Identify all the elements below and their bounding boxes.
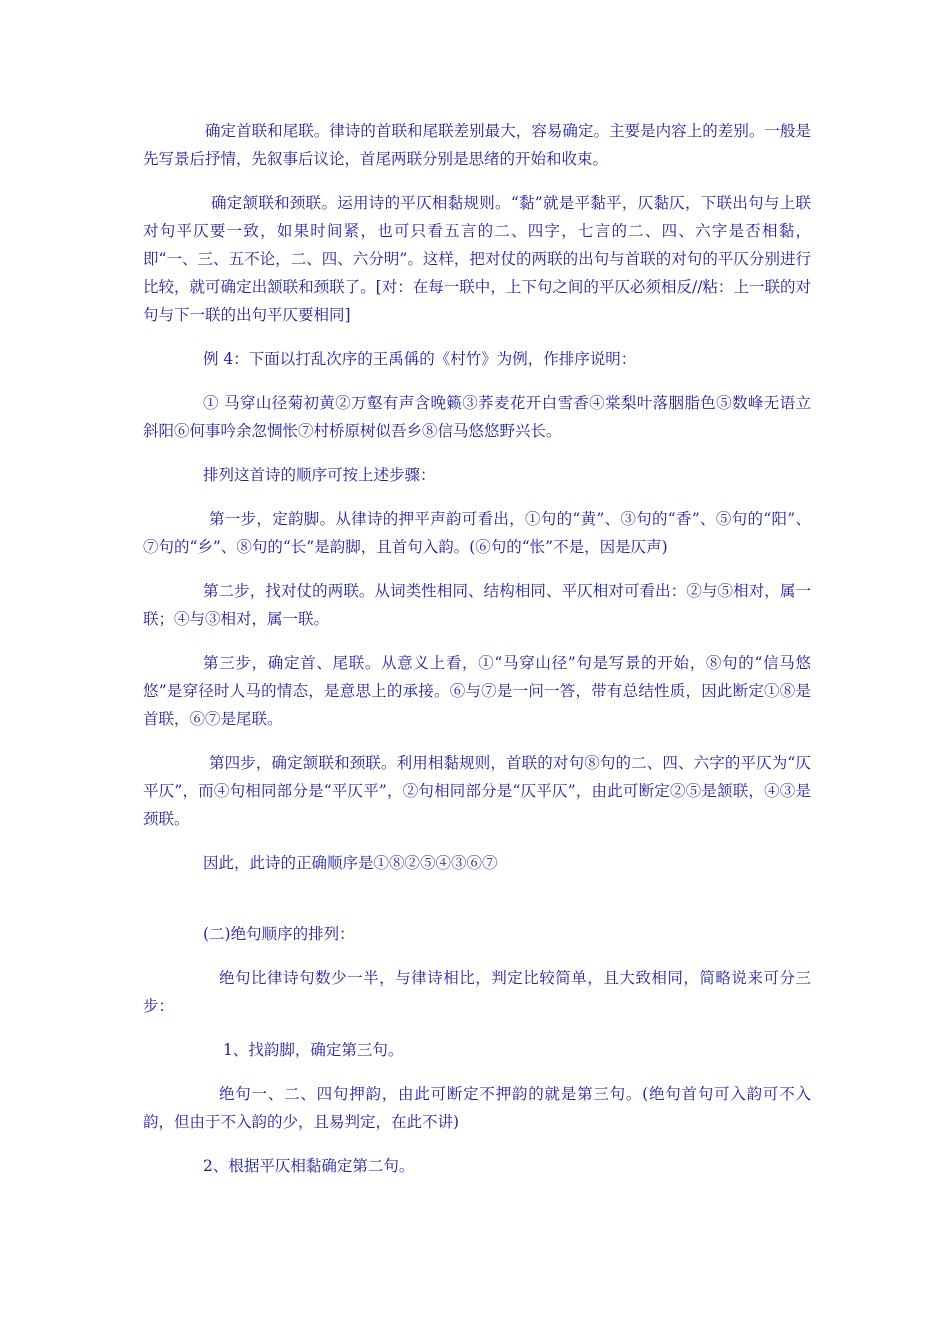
section-heading-quatrain: (二)绝句顺序的排列：: [203, 925, 355, 943]
paragraph-step-one: 第一步，定韵脚。从律诗的押平声韵可看出，①句的“黄”、③句的“香”、⑤句的“阳”、⑦句的“乡”、⑧句的“长”是韵脚，且首句入韵。(⑥句的“怅”不是，因是仄声): [143, 510, 811, 556]
paragraph-middle-couplets: 确定颔联和颈联。运用诗的平仄相黏规则。“黏”就是平黏平，仄黏仄，下联出句与上联对句平仄要一致，如果时间紧，也可只看五言的二、四字，七言的二、四、六字是否相黏，即“一、三、五不论，二、四、六分明”。这样，把对仗的两联的出句与首联的对句的平仄分别进行比较，就可确定出颔联和颈联了。[对：在每一联中，上下句之间的平仄必须相反//粘：上一联的对句与下一联的出句平仄要相同]: [143, 194, 811, 324]
paragraph-steps-intro: 排列这首诗的顺序可按上述步骤：: [203, 466, 436, 484]
paragraph-quatrain-step-two: 2、根据平仄相黏确定第二句。: [203, 1157, 415, 1175]
paragraph-spacer: [143, 1064, 811, 1080]
paragraph-spacer: [143, 329, 811, 345]
paragraph-spacer: [143, 445, 811, 461]
section-spacer: [143, 877, 811, 920]
paragraph-quatrain-rhyme: 绝句一、二、四句押韵，由此可断定不押韵的就是第三句。(绝句首句可入韵可不入韵，但由于不入韵的少，且易判定，在此不讲): [143, 1085, 811, 1131]
paragraph-spacer: [143, 1020, 811, 1036]
paragraph-poem-lines: ① 马穿山径菊初黄②万壑有声含晚籁③荞麦花开白雪香④棠梨叶落胭脂色⑤数峰无语立斜阳⑥何事吟余忽惆怅⑦村桥原树似吾乡⑧信马悠悠野兴长。: [143, 394, 811, 440]
paragraph-spacer: [143, 561, 811, 577]
paragraph-spacer: [143, 489, 811, 505]
paragraph-spacer: [143, 633, 811, 649]
paragraph-spacer: [143, 373, 811, 389]
paragraph-spacer: [143, 833, 811, 849]
paragraph-first-last-couplet: 确定首联和尾联。律诗的首联和尾联差别最大，容易确定。主要是内容上的差别。一般是先写景后抒情，先叙事后议论，首尾两联分别是思绪的开始和收束。: [143, 122, 811, 168]
paragraph-step-two: 第二步，找对仗的两联。从词类性相同、结构相同、平仄相对可看出：②与⑤相对，属一联；④与③相对，属一联。: [143, 582, 811, 628]
paragraph-spacer: [143, 173, 811, 189]
paragraph-step-three: 第三步，确定首、尾联。从意义上看，①“马穿山径”句是写景的开始，⑧句的“信马悠悠”是穿径时人马的情态，是意思上的承接。⑥与⑦是一问一答，带有总结性质，因此断定①⑧是首联，⑥⑦是尾联。: [143, 654, 811, 728]
paragraph-quatrain-step-one: 1、找韵脚，确定第三句。: [223, 1041, 404, 1059]
paragraph-step-four: 第四步，确定颔联和颈联。利用相黏规则，首联的对句⑧句的二、四、六字的平仄为“仄平仄”，而④句相同部分是“平仄平”，②句相同部分是“仄平仄”，由此可断定②⑤是颔联，④③是颈联。: [143, 754, 811, 828]
paragraph-spacer: [143, 948, 811, 964]
paragraph-conclusion: 因此，此诗的正确顺序是①⑧②⑤④③⑥⑦: [203, 854, 498, 872]
paragraph-example-intro: 例 4：下面以打乱次序的王禹偁的《村竹》为例，作排序说明：: [203, 350, 637, 368]
paragraph-spacer: [143, 1136, 811, 1152]
paragraph-spacer: [143, 733, 811, 749]
paragraph-quatrain-intro: 绝句比律诗句数少一半，与律诗相比，判定比较简单，且大致相同，简略说来可分三步：: [143, 969, 811, 1015]
document-body: [143, 117, 811, 1180]
